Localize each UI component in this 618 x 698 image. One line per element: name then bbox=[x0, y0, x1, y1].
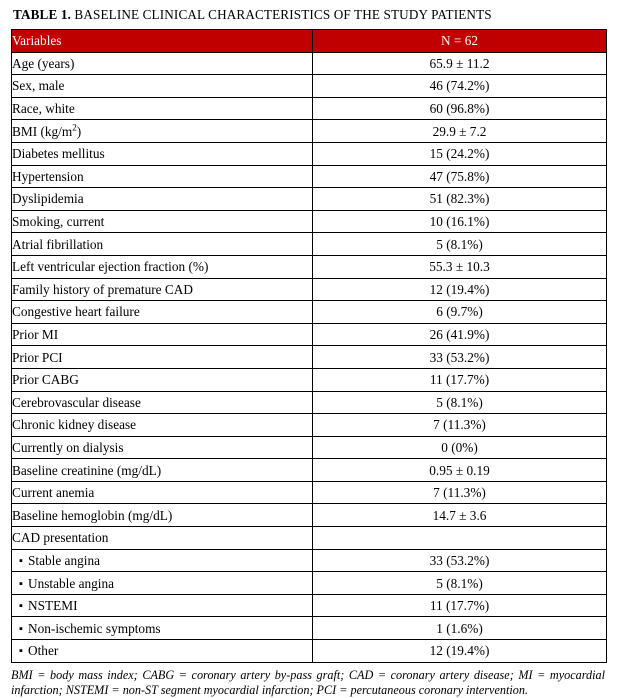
row-value: 11 (17.7%) bbox=[313, 368, 607, 391]
table-row bbox=[12, 323, 607, 346]
row-value: 12 (19.4%) bbox=[313, 640, 607, 663]
row-value: 33 (53.2%) bbox=[313, 549, 607, 572]
table-row bbox=[12, 640, 607, 663]
row-variable-text: Chronic kidney disease bbox=[12, 417, 137, 433]
table-row bbox=[12, 549, 607, 572]
row-variable-label bbox=[12, 301, 313, 324]
table-row bbox=[12, 97, 607, 120]
baseline-characteristics-table bbox=[11, 29, 607, 663]
table-title-number: TABLE 1. bbox=[13, 7, 71, 22]
table-row bbox=[12, 210, 607, 233]
row-variable-label bbox=[12, 481, 313, 504]
row-value: 33 (53.2%) bbox=[313, 346, 607, 369]
table-row bbox=[12, 255, 607, 278]
row-variable-label bbox=[12, 233, 313, 256]
row-variable-label bbox=[12, 346, 313, 369]
row-variable-text: Current anemia bbox=[12, 485, 95, 501]
bullet-icon: ▪ bbox=[19, 600, 23, 613]
row-value: 5 (8.1%) bbox=[313, 572, 607, 595]
row-variable-text: Non-ischemic symptoms bbox=[28, 620, 161, 636]
row-variable-text: Currently on dialysis bbox=[12, 439, 124, 455]
table-row bbox=[12, 594, 607, 617]
table-row bbox=[12, 436, 607, 459]
row-value: 5 (8.1%) bbox=[313, 391, 607, 414]
table-row bbox=[12, 459, 607, 482]
row-variable-label bbox=[12, 210, 313, 233]
row-value: 47 (75.8%) bbox=[313, 165, 607, 188]
row-value: 0.95 ± 0.19 bbox=[313, 459, 607, 482]
row-variable-text: CAD presentation bbox=[12, 530, 109, 546]
table-row bbox=[12, 52, 607, 75]
table-row bbox=[12, 165, 607, 188]
row-value: 12 (19.4%) bbox=[313, 278, 607, 301]
row-variable-text: Dyslipidemia bbox=[12, 191, 84, 207]
row-value: 0 (0%) bbox=[313, 436, 607, 459]
table-row bbox=[12, 301, 607, 324]
row-variable-text: Prior MI bbox=[12, 327, 59, 343]
row-variable-text: Smoking, current bbox=[12, 214, 105, 230]
row-variable-text: Other bbox=[28, 643, 59, 659]
row-value: 60 (96.8%) bbox=[313, 97, 607, 120]
table-row bbox=[12, 188, 607, 211]
row-value: 1 (1.6%) bbox=[313, 617, 607, 640]
table-row bbox=[12, 617, 607, 640]
row-value: 55.3 ± 10.3 bbox=[313, 255, 607, 278]
row-variable-text: Unstable angina bbox=[28, 575, 115, 591]
row-variable-label bbox=[12, 414, 313, 437]
bullet-icon: ▪ bbox=[19, 645, 23, 658]
row-variable-text: Prior CABG bbox=[12, 372, 79, 388]
row-variable-text: Left ventricular ejection fraction (%) bbox=[12, 259, 209, 275]
row-variable-label bbox=[12, 255, 313, 278]
row-variable-label bbox=[12, 52, 313, 75]
row-value: 10 (16.1%) bbox=[313, 210, 607, 233]
row-variable-label bbox=[12, 459, 313, 482]
row-variable-text: Family history of premature CAD bbox=[12, 281, 193, 297]
table-body bbox=[12, 52, 607, 662]
row-variable-text: NSTEMI bbox=[28, 598, 78, 614]
row-variable-label bbox=[12, 278, 313, 301]
row-variable-label bbox=[12, 640, 313, 663]
row-variable-label bbox=[12, 527, 313, 550]
row-variable-text: Stable angina bbox=[28, 552, 101, 568]
row-variable-label bbox=[12, 323, 313, 346]
row-value: 51 (82.3%) bbox=[313, 188, 607, 211]
table-row bbox=[12, 75, 607, 98]
row-variable-label bbox=[12, 368, 313, 391]
table-row bbox=[12, 481, 607, 504]
row-variable-label bbox=[12, 436, 313, 459]
table-row bbox=[12, 527, 607, 550]
row-variable-label bbox=[12, 97, 313, 120]
row-variable-text: Congestive heart failure bbox=[12, 304, 140, 320]
row-variable-label bbox=[12, 504, 313, 527]
row-variable-label bbox=[12, 391, 313, 414]
row-variable-text: Age (years) bbox=[12, 55, 75, 71]
row-variable-text: Baseline hemoglobin (mg/dL) bbox=[12, 507, 173, 523]
table-row bbox=[12, 142, 607, 165]
row-variable-text: Prior PCI bbox=[12, 349, 63, 365]
row-variable-text: Sex, male bbox=[12, 78, 65, 94]
table-row bbox=[12, 233, 607, 256]
row-value: 46 (74.2%) bbox=[313, 75, 607, 98]
table-row bbox=[12, 572, 607, 595]
row-value: 29.9 ± 7.2 bbox=[313, 120, 607, 143]
row-variable-label bbox=[12, 165, 313, 188]
row-value bbox=[313, 527, 607, 550]
row-variable-text: Cerebrovascular disease bbox=[12, 394, 141, 410]
bullet-icon: ▪ bbox=[19, 554, 23, 567]
table-footnote: BMI = body mass index; CABG = coronary artery by-pass graft; CAD = coronary artery disease; MI = myocardial infarction; NSTEMI = non-ST segment myocardial infarction; PCI = percutaneous coronary intervention. bbox=[11, 667, 605, 698]
row-variable-text: Baseline creatinine (mg/dL) bbox=[12, 462, 162, 478]
row-variable-label bbox=[12, 572, 313, 595]
row-variable-text: Race, white bbox=[12, 101, 75, 117]
row-variable-label bbox=[12, 549, 313, 572]
row-value: 11 (17.7%) bbox=[313, 594, 607, 617]
row-variable-label bbox=[12, 120, 313, 143]
table-title-text: BASELINE CLINICAL CHARACTERISTICS OF THE STUDY PATIENTS bbox=[70, 7, 492, 22]
row-value: 6 (9.7%) bbox=[313, 301, 607, 324]
row-variable-superscript: 2 bbox=[72, 122, 77, 133]
row-value: 7 (11.3%) bbox=[313, 481, 607, 504]
table-row bbox=[12, 346, 607, 369]
table-row bbox=[12, 120, 607, 143]
table-row bbox=[12, 278, 607, 301]
column-header-n: N = 62 bbox=[313, 30, 607, 53]
row-value: 65.9 ± 11.2 bbox=[313, 52, 607, 75]
row-variable-label bbox=[12, 188, 313, 211]
row-variable-text-tail: ) bbox=[76, 123, 82, 139]
bullet-icon: ▪ bbox=[19, 622, 23, 635]
table-header bbox=[12, 30, 607, 53]
table-row bbox=[12, 414, 607, 437]
row-value: 26 (41.9%) bbox=[313, 323, 607, 346]
row-value: 7 (11.3%) bbox=[313, 414, 607, 437]
row-variable-text: BMI (kg/m bbox=[12, 123, 73, 139]
row-value: 14.7 ± 3.6 bbox=[313, 504, 607, 527]
row-variable-text: Atrial fibrillation bbox=[12, 236, 104, 252]
table-row bbox=[12, 368, 607, 391]
row-variable-text: Diabetes mellitus bbox=[12, 146, 105, 162]
row-value: 5 (8.1%) bbox=[313, 233, 607, 256]
bullet-icon: ▪ bbox=[19, 577, 23, 590]
row-variable-text: Hypertension bbox=[12, 168, 84, 184]
column-header-variables: Variables bbox=[12, 30, 313, 53]
row-variable-label bbox=[12, 75, 313, 98]
row-variable-label bbox=[12, 142, 313, 165]
row-variable-label bbox=[12, 594, 313, 617]
table-header-row bbox=[12, 30, 607, 53]
table-title bbox=[13, 6, 607, 23]
table-row bbox=[12, 391, 607, 414]
table-row bbox=[12, 504, 607, 527]
row-variable-label bbox=[12, 617, 313, 640]
row-value: 15 (24.2%) bbox=[313, 142, 607, 165]
